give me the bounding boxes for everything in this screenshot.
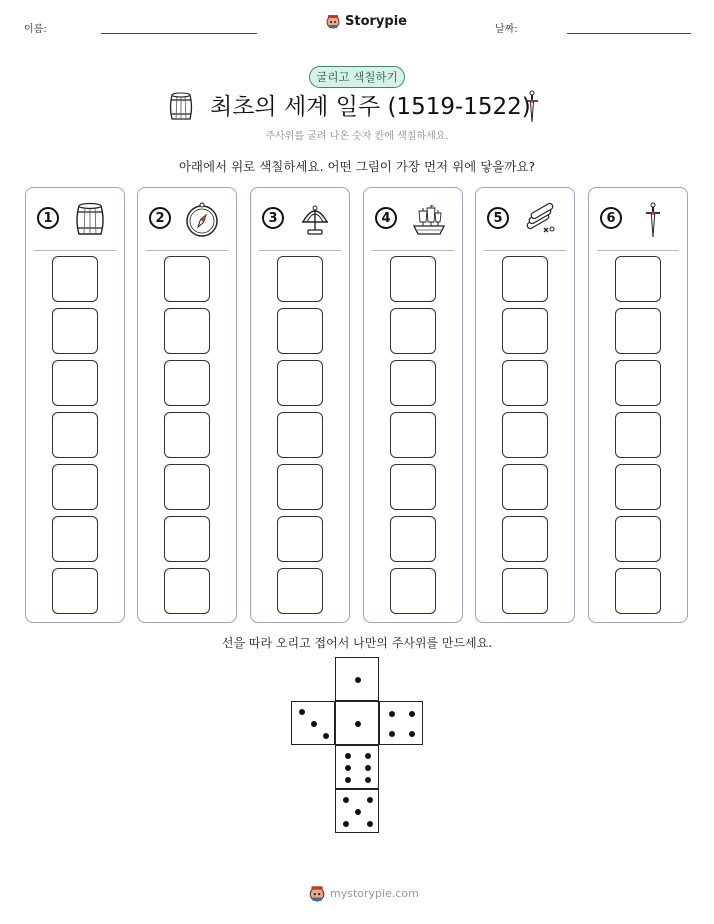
page-title: 최초의 세계 일주 (1519-1522) [210,94,531,120]
color-cell[interactable] [164,568,210,614]
column-number: 3 [262,207,284,229]
color-cell[interactable] [277,256,323,302]
color-cell[interactable] [277,360,323,406]
die-face-1 [335,701,379,745]
map-scrolls-icon [522,202,558,238]
color-cell[interactable] [52,516,98,562]
compass-icon [184,202,220,238]
color-cell[interactable] [52,360,98,406]
color-cell[interactable] [164,464,210,510]
color-cell[interactable] [502,568,548,614]
color-cell[interactable] [615,464,661,510]
column-1 [25,187,125,623]
date-label: 날짜: [495,24,518,35]
brand-name: Storypie [345,13,407,29]
color-cell[interactable] [390,256,436,302]
column-5 [475,187,575,623]
column-number: 1 [37,207,59,229]
color-cell[interactable] [164,308,210,354]
color-cell[interactable] [502,308,548,354]
color-cell[interactable] [277,568,323,614]
color-cell[interactable] [277,464,323,510]
storypie-mascot-icon [308,884,326,902]
color-cell[interactable] [615,308,661,354]
dice-instruction: 선을 따라 오리고 접어서 나만의 주사위를 만드세요. [221,636,493,650]
barrel-icon [72,202,108,238]
coloring-instruction: 아래에서 위로 색칠하세요. 어떤 그림이 가장 먼저 위에 닿을까요? [178,159,536,174]
footer [308,884,419,902]
color-cell[interactable] [390,568,436,614]
color-cell[interactable] [277,308,323,354]
column-4 [363,187,463,623]
color-cell[interactable] [164,256,210,302]
color-cell[interactable] [390,412,436,458]
color-cell[interactable] [390,360,436,406]
color-cell[interactable] [164,360,210,406]
column-number: 6 [600,207,622,229]
color-cell[interactable] [390,308,436,354]
color-cell[interactable] [502,516,548,562]
color-cell[interactable] [390,516,436,562]
color-cell[interactable] [277,516,323,562]
die-face-3 [291,701,335,745]
column-number: 2 [149,207,171,229]
footer-url[interactable]: mystorypie.com [330,886,419,900]
color-cell[interactable] [52,464,98,510]
column-2 [137,187,237,623]
die-face-1 [335,657,379,701]
color-cell[interactable] [502,412,548,458]
die-face-4 [379,701,423,745]
activity-badge: 굴리고 색칠하기 [309,66,405,88]
sword-icon [635,202,671,238]
color-cell[interactable] [615,516,661,562]
color-cell[interactable] [615,360,661,406]
name-line[interactable] [101,33,257,34]
color-cell[interactable] [615,256,661,302]
color-cell[interactable] [164,412,210,458]
date-line[interactable] [567,33,691,34]
page-subtitle: 주사위를 굴려 나온 숫자 칸에 색칠하세요. [265,131,449,142]
color-cell[interactable] [502,464,548,510]
color-cell[interactable] [615,412,661,458]
column-number: 4 [375,207,397,229]
brand-logo [325,13,407,29]
color-cell[interactable] [164,516,210,562]
column-number: 5 [487,207,509,229]
column-3 [250,187,350,623]
color-cell[interactable] [52,568,98,614]
color-cell[interactable] [615,568,661,614]
sword-icon [522,90,542,124]
color-cell[interactable] [277,412,323,458]
astrolabe-icon [297,202,333,238]
color-cell[interactable] [390,464,436,510]
die-face-5 [335,789,379,833]
name-label: 이름: [24,24,47,35]
storypie-mascot-icon [325,13,341,29]
color-cell[interactable] [502,360,548,406]
ship-icon [408,202,450,238]
color-cell[interactable] [52,256,98,302]
barrel-icon [168,92,194,122]
color-cell[interactable] [52,412,98,458]
color-cell[interactable] [502,256,548,302]
color-cell[interactable] [52,308,98,354]
die-face-6 [335,745,379,789]
column-6 [588,187,688,623]
